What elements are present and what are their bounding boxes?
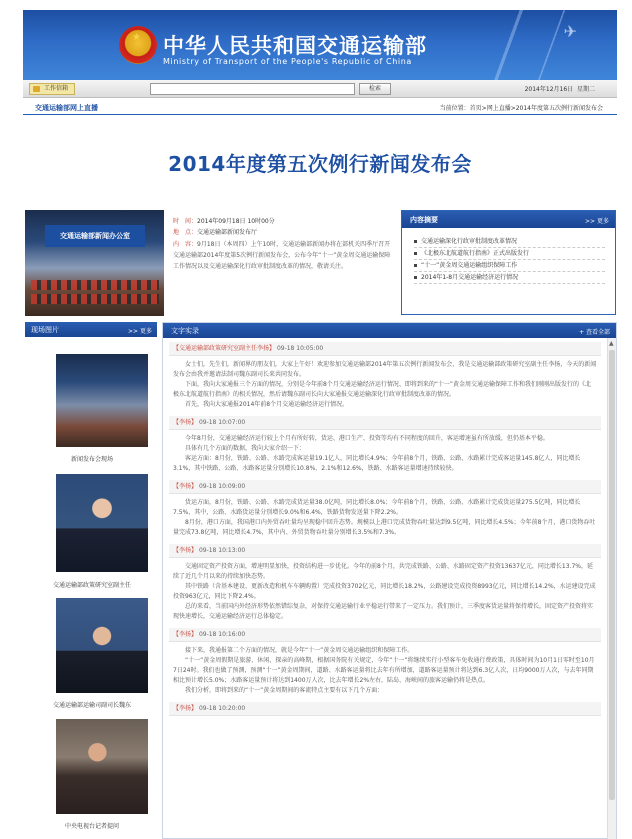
work-mailbox-label: 工作信箱 <box>44 85 69 92</box>
entry-paragraph: 下面，我向大家通报三个方面的情况，分别是今年前8个月交通运输经济运行情况、即将到来的“十一”黄金周交通运输保障工作和我们刚刚出版发行的《北极东北航道航行指南》的相关情况，然后请魏东副司长向大家通报交通运输深化行政审批制度改革的情况。 <box>173 381 592 398</box>
entry-speaker: 【交通运输部政策研究室副主任李扬】 <box>173 345 276 352</box>
scroll-up-icon[interactable]: ▲ <box>609 340 614 347</box>
entry-header <box>169 416 601 430</box>
content-value: 9月18日（本周四）上午10时，交通运输部新闻办将在部机关四季厅召开交通运输部2014年度第5次例行新闻发布会，公布今年“十一”黄金周交通运输保障工作情况以及交通运输深化行政审批制度改革的情况，敬请关注。 <box>173 241 391 270</box>
scrollbar-thumb[interactable] <box>609 350 615 800</box>
summary-list <box>402 228 615 284</box>
entry-header <box>169 544 601 558</box>
weekday-text: 星期二 <box>576 86 595 93</box>
search-input[interactable] <box>150 83 355 95</box>
event-content <box>173 239 395 272</box>
event-photo-caption: 交通运输部新闻办公室 <box>45 225 145 247</box>
event-info <box>173 216 395 272</box>
time-value: 2014年09月18日 10时00分 <box>197 218 275 225</box>
photo-caption[interactable]: 交通运输部运输司副司长魏东 <box>52 702 131 709</box>
breadcrumb[interactable]: 当前位置：首页>网上直播>2014年度第五次例行新闻发布会 <box>439 105 603 112</box>
date-text: 2014年12月16日 <box>524 86 574 93</box>
entry-body <box>169 494 601 541</box>
photos-panel <box>25 322 157 839</box>
event-place <box>173 227 395 238</box>
photos-title: 现场图片 <box>31 326 59 334</box>
place-label: 地 点： <box>173 229 198 236</box>
photo-thumb-venue[interactable] <box>56 354 148 447</box>
transcript-entry <box>169 702 601 716</box>
photo-seats <box>31 280 159 290</box>
transcript-entry <box>169 544 601 625</box>
current-date <box>525 84 595 93</box>
page-title: 2014年度第五次例行新闻发布会 <box>168 152 472 176</box>
photo-thumb-speaker-2[interactable] <box>56 598 148 693</box>
photos-more-link[interactable]: >> 更多 <box>128 328 152 335</box>
content-summary-box <box>401 210 616 315</box>
entry-paragraph: 其中铁路（含基本建设、更新改造和机车车辆购置）完成投资3702亿元，同比增长18.2%，公路建设完成投资8993亿元，同比增长14.2%，水运建设完成投资963亿元，同比下降2.4%。 <box>173 583 596 600</box>
transcript-entry <box>169 342 601 413</box>
summary-item[interactable]: 2014年1-8月交通运输经济运行情况 <box>414 272 605 284</box>
national-emblem-icon: ★ <box>119 26 157 64</box>
photo-thumb-reporter[interactable] <box>56 719 148 814</box>
entry-time: 09-18 10:07:00 <box>198 419 246 426</box>
site-title-cn: 中华人民共和国交通运输部 <box>163 34 427 58</box>
entry-paragraph: “十一”黄金周假期是旅游、休闲、探亲的高峰期，根据国务院有关规定，今年“十一”将继续实行小型客车免收通行费政策，具体时间为10月1日零时至10月7日24时。我们也做了预测，预测“十一”黄金周期间，道路、水路客运量将比去年有所增加，道路客运量预计将达到6.3亿人次，日均9000万人次，与去年同期相比预计增长5.0%；水路客运量预计将达到1400万人次，比去年增长2%左右，陆岛、海峡间的旅客运输仍将是热点。 <box>173 657 595 684</box>
summary-title: 内容摘要 <box>410 216 438 224</box>
transcript-scrollbar[interactable] <box>607 338 616 839</box>
toolbar <box>23 80 617 98</box>
transcript-entry <box>169 416 601 477</box>
work-mailbox-button[interactable] <box>29 83 75 95</box>
summary-more-link[interactable]: >> 更多 <box>585 218 609 225</box>
entry-paragraph: 总的来看，当前国内外经济形势依然错综复杂，对保持交通运输行业平稳运行带来了一定压力。我们预计，三季度客货运量将保持增长，固定资产投资将实现快速增长，交通运输经济运行总体稳定。 <box>173 603 594 620</box>
entry-time: 09-18 10:16:00 <box>198 631 246 638</box>
entry-paragraph: 客运方面：8月份，铁路、公路、水路完成客运量19.1亿人，同比增长4.9%；今年前8个月，铁路、公路、水路累计完成客运量145.8亿人，同比增长3.1%，其中铁路、公路、水路客运量分别增长10.8%、2.1%和12.6%，铁路、水路客运量增速持续较快。 <box>173 455 581 472</box>
entry-body <box>169 642 601 699</box>
entry-paragraph: 货运方面，8月份，铁路、公路、水路完成货运量38.0亿吨，同比增长8.0%；今年前8个月，铁路、公路、水路累计完成货运量275.5亿吨，同比增长7.5%，其中，公路、水路货运量分别增长9.0%和6.4%，铁路货物发送量下降2.2%。 <box>173 499 581 516</box>
entry-paragraph: 我们分析，即将到来的“十一”黄金周期间的客流特点主要有以下几个方面： <box>185 687 384 694</box>
event-photo[interactable] <box>25 210 164 316</box>
entry-time: 09-18 10:05:00 <box>276 345 324 352</box>
entry-paragraph: 接下来，我通报第二个方面的情况，就是今年“十一”黄金周交通运输组织和保障工作。 <box>185 647 414 654</box>
entry-body <box>169 558 601 625</box>
breadcrumb-row <box>23 98 617 115</box>
photo-seats <box>31 294 159 304</box>
entry-header <box>169 702 601 716</box>
time-label: 时 间： <box>173 218 198 225</box>
entry-speaker: 【李扬】 <box>173 483 198 490</box>
photos-header <box>25 322 157 337</box>
summary-item[interactable]: 《北极东北航道航行指南》正式出版发行 <box>414 248 605 260</box>
summary-item[interactable]: “十一”黄金周交通运输组织保障工作 <box>414 260 605 272</box>
site-banner <box>23 10 617 80</box>
entry-speaker: 【李扬】 <box>173 631 198 638</box>
entry-speaker: 【李扬】 <box>173 705 198 712</box>
entry-paragraph: 今年8月份，交通运输经济运行较上个月有所好转，货运、港口生产、投资等均有不同程度的回升，客运增速虽有所放缓，但仍基本平稳。 <box>185 435 549 442</box>
transcript-header <box>163 323 616 338</box>
entry-paragraph: 8月份，港口方面，我国港口内外贸吞吐量均呈现稳中回升态势。规模以上港口完成货物吞吐量达到9.5亿吨，同比增长4.5%；今年前8个月，港口货物吞吐量完成73.8亿吨，同比增长4.7%，其中内、外贸货物吞吐量分别增长3.5%和7.3%。 <box>173 519 596 536</box>
entry-header <box>169 342 601 356</box>
page <box>23 10 617 839</box>
entry-paragraph: 具体有几个方面的数据，我向大家介绍一下： <box>185 445 306 452</box>
entry-paragraph: 交通固定资产投资方面，增速明显加快，投资结构进一步优化。今年的前8个月，共完成铁路、公路、水路固定资产投资13637亿元，同比增长13.7%，延续了近几个月以来的持续加快态势。 <box>173 563 593 580</box>
site-title-en: Ministry of Transport of the People's Republic of China <box>163 57 412 66</box>
entry-speaker: 【李扬】 <box>173 419 198 426</box>
live-transcript-panel <box>162 322 617 839</box>
photo-caption[interactable]: 新闻发布会现场 <box>70 456 113 463</box>
content-label: 内 容： <box>173 241 198 248</box>
view-all-link[interactable]: + 查看全部 <box>579 329 610 336</box>
entry-speaker: 【李扬】 <box>173 547 198 554</box>
photo-caption[interactable]: 交通运输部政策研究室副主任 <box>52 582 131 589</box>
transcript-entry <box>169 480 601 541</box>
summary-item[interactable]: 交通运输深化行政审批制度改革情况 <box>414 236 605 248</box>
site-section-link[interactable]: 交通运输部网上直播 <box>35 104 98 112</box>
banner-decoration <box>467 10 617 80</box>
entry-paragraph: 首先，我向大家通报2014年前8个月交通运输经济运行情况。 <box>185 401 349 408</box>
place-value: 交通运输部新闻发布厅 <box>197 229 258 236</box>
entry-time: 09-18 10:20:00 <box>198 705 246 712</box>
entry-paragraph: 女士们，先生们，新闻界的朋友们，大家上午好！欢迎参加交通运输部2014年第五次例行新闻发布会，我是交通运输部政策研究室副主任李扬，今天的新闻发布会由我并邀请法制司魏东副司长来共同发布。 <box>173 361 597 378</box>
entry-time: 09-18 10:09:00 <box>198 483 246 490</box>
transcript-title: 文字实录 <box>171 327 199 335</box>
plane-icon: ✈ <box>563 22 577 41</box>
entry-time: 09-18 10:13:00 <box>198 547 246 554</box>
entry-body <box>169 356 601 413</box>
summary-header <box>402 211 615 228</box>
entry-body <box>169 430 601 477</box>
entry-header <box>169 628 601 642</box>
transcript-entry <box>169 628 601 699</box>
transcript-entries <box>169 342 601 719</box>
photo-thumb-speaker-1[interactable] <box>56 474 148 572</box>
mailbox-icon <box>33 86 40 92</box>
photo-caption[interactable]: 中央电视台记者提问 <box>64 823 119 830</box>
search-button[interactable]: 检索 <box>359 83 391 95</box>
event-time <box>173 216 395 227</box>
entry-header <box>169 480 601 494</box>
